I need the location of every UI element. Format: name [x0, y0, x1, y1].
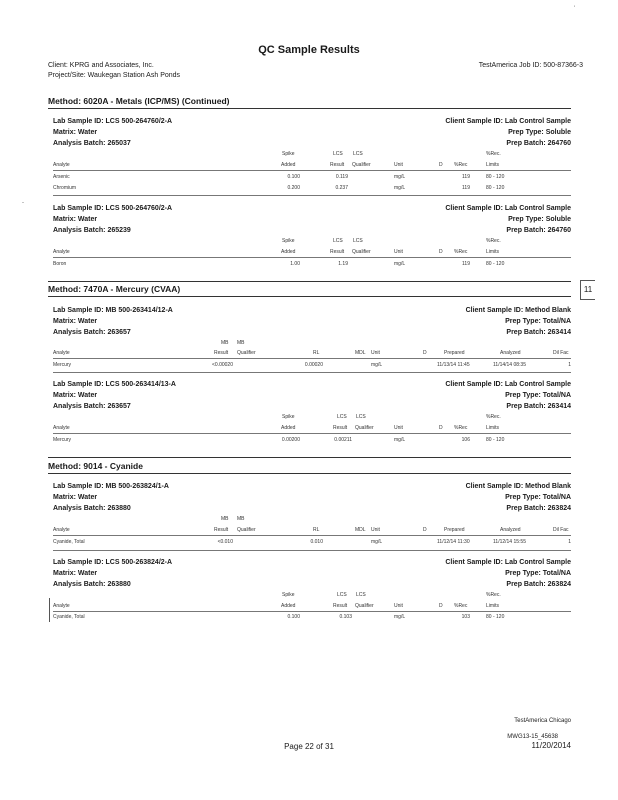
col-prepared: Prepared: [444, 527, 465, 533]
col-lcs-qual: LCS: [353, 151, 363, 157]
unit: mg/L: [394, 174, 406, 180]
col-lcs-qual: LCS: [353, 238, 363, 244]
col-spike: Spike: [282, 238, 295, 244]
col-spike: Spike: [282, 592, 295, 598]
col-mb-qual: MB: [237, 516, 245, 522]
analysis-batch: Analysis Batch: 263657: [53, 329, 131, 336]
prep-batch: Prep Batch: 264760: [506, 140, 571, 147]
col-analyte: Analyte: [53, 162, 70, 168]
report-date: 11/20/2014: [531, 741, 571, 750]
matrix: Matrix: Water: [53, 129, 98, 136]
col-analyzed: Analyzed: [500, 350, 521, 356]
col-d: D: [439, 425, 443, 431]
lab-sample-id: Lab Sample ID: MB 500-263824/1-A: [53, 483, 169, 490]
rec-limits: 80 - 120: [486, 174, 505, 180]
analyte-name: Chromium: [53, 185, 77, 191]
col-lcs: LCS: [333, 238, 343, 244]
col-analyte: Analyte: [53, 350, 70, 356]
analysis-batch: Analysis Batch: 265239: [53, 227, 131, 234]
section-divider: [48, 296, 571, 297]
col-qualifier: Qualifier: [355, 603, 374, 609]
col-analyte: Analyte: [53, 425, 70, 431]
col-lcs: LCS: [333, 151, 343, 157]
unit: mg/L: [394, 261, 406, 267]
col-d: D: [439, 603, 443, 609]
col-unit: Unit: [394, 249, 403, 255]
job-id: TestAmerica Job ID: 500-87366-3: [478, 62, 583, 69]
prep-type: Prep Type: Soluble: [508, 129, 571, 136]
lab-sample-id: Lab Sample ID: LCS 500-263414/13-A: [53, 381, 176, 388]
spike-added: 0.200: [287, 185, 300, 191]
rec-value: 119: [462, 185, 470, 191]
analyzed-date: 11/14/14 08:35: [493, 362, 526, 368]
analysis-batch: Analysis Batch: 263880: [53, 581, 131, 588]
col-dil-fac: Dil Fac: [553, 527, 569, 533]
client-sample-id: Client Sample ID: Lab Control Sample: [445, 381, 571, 388]
lab-sample-id: Lab Sample ID: LCS 500-264760/2-A: [53, 118, 173, 125]
col-rec: %Rec: [454, 425, 468, 431]
analyte-name: Arsenic: [53, 174, 70, 180]
col-limits: Limits: [486, 603, 500, 609]
lab-sample-id: Lab Sample ID: LCS 500-264760/2-A: [53, 205, 173, 212]
col-result: Result: [330, 162, 345, 168]
spike-added: 1.00: [290, 261, 300, 267]
col-rec: %Rec: [454, 603, 468, 609]
col-d: D: [423, 350, 427, 356]
col-dil-fac: Dil Fac: [553, 350, 569, 356]
section-divider: [48, 281, 571, 282]
analyte-name: Mercury: [53, 437, 72, 443]
col-rec-limits: %Rec.: [486, 151, 501, 157]
block-divider: [53, 372, 571, 373]
header-rule: [53, 170, 571, 171]
col-mdl: MDL: [355, 350, 366, 356]
col-qualifier: Qualifier: [352, 249, 371, 255]
rec-value: 103: [461, 614, 470, 620]
analyte-name: Boron: [53, 261, 67, 267]
col-rec-limits: %Rec.: [486, 414, 501, 420]
mb-result: <0.010: [217, 539, 233, 545]
analysis-batch: Analysis Batch: 265037: [53, 140, 131, 147]
col-limits: Limits: [486, 425, 500, 431]
col-unit: Unit: [371, 527, 380, 533]
col-mdl: MDL: [355, 527, 366, 533]
block-divider: [53, 550, 571, 551]
col-analyte: Analyte: [53, 249, 70, 255]
col-qualifier: Qualifier: [352, 162, 371, 168]
method-heading-9014: Method: 9014 - Cyanide: [48, 461, 143, 471]
col-result: Result: [330, 249, 345, 255]
mb-result: <0.00020: [212, 362, 233, 368]
block-divider: [53, 195, 571, 196]
unit: mg/L: [394, 437, 406, 443]
lcs-result: 1.19: [338, 261, 348, 267]
matrix: Matrix: Water: [53, 216, 98, 223]
client-sample-id: Client Sample ID: Method Blank: [465, 483, 571, 490]
col-qualifier: Qualifier: [237, 350, 256, 356]
rec-value: 119: [462, 261, 470, 267]
page-title: QC Sample Results: [258, 44, 360, 56]
col-limits: Limits: [486, 249, 500, 255]
col-lcs: LCS: [337, 592, 347, 598]
col-unit: Unit: [371, 350, 380, 356]
rec-limits: 80 - 120: [486, 614, 505, 620]
prep-type: Prep Type: Total/NA: [505, 392, 571, 399]
col-analyte: Analyte: [53, 603, 70, 609]
col-rec: %Rec: [454, 162, 468, 168]
client-sample-id: Client Sample ID: Lab Control Sample: [445, 205, 571, 212]
col-spike: Spike: [282, 151, 295, 157]
col-added: Added: [281, 425, 296, 431]
col-lcs: LCS: [337, 414, 347, 420]
prep-batch: Prep Batch: 263414: [506, 403, 571, 410]
lab-sample-id: Lab Sample ID: MB 500-263414/12-A: [53, 307, 173, 314]
col-added: Added: [281, 162, 296, 168]
col-rec: %Rec: [454, 249, 468, 255]
col-d: D: [439, 249, 443, 255]
analyte-name: Cyanide, Total: [53, 614, 85, 620]
prep-batch: Prep Batch: 263414: [506, 329, 571, 336]
lcs-result: 0.119: [335, 174, 348, 180]
page-number: Page 22 of 31: [284, 742, 334, 751]
scan-mark: ': [574, 6, 576, 12]
spike-added: 0.100: [287, 614, 300, 620]
section-divider: [48, 108, 571, 109]
prep-batch: Prep Batch: 263824: [506, 505, 571, 512]
prep-type: Prep Type: Soluble: [508, 216, 571, 223]
col-unit: Unit: [394, 425, 403, 431]
col-rl: RL: [313, 527, 320, 533]
client-sample-id: Client Sample ID: Lab Control Sample: [445, 118, 571, 125]
margin-bracket: [49, 598, 50, 622]
col-qualifier: Qualifier: [355, 425, 374, 431]
spike-added: 0.100: [287, 174, 300, 180]
col-rec-limits: %Rec.: [486, 238, 501, 244]
col-result: Result: [214, 527, 229, 533]
lcs-result: 0.103: [339, 614, 352, 620]
prep-type: Prep Type: Total/NA: [505, 570, 571, 577]
section-divider: [48, 457, 571, 458]
col-mb-qual: MB: [237, 340, 245, 346]
matrix: Matrix: Water: [53, 318, 98, 325]
unit: mg/L: [371, 362, 383, 368]
lcs-result: 0.237: [335, 185, 348, 191]
lab-sample-id: Lab Sample ID: LCS 500-263824/2-A: [53, 559, 173, 566]
prepared-date: 11/12/14 11:30: [437, 539, 470, 545]
col-rec-limits: %Rec.: [486, 592, 501, 598]
client-name: Client: KPRG and Associates, Inc.: [48, 62, 154, 69]
header-rule: [53, 358, 571, 359]
client-sample-id: Client Sample ID: Lab Control Sample: [445, 559, 571, 566]
matrix: Matrix: Water: [53, 392, 98, 399]
rl-value: 0.00020: [304, 362, 323, 368]
section-divider: [48, 473, 571, 474]
matrix: Matrix: Water: [53, 494, 98, 501]
dil-fac: 1: [568, 539, 571, 545]
unit: mg/L: [394, 185, 406, 191]
rec-limits: 80 - 120: [486, 261, 505, 267]
col-spike: Spike: [282, 414, 295, 420]
prep-type: Prep Type: Total/NA: [505, 318, 571, 325]
unit: mg/L: [394, 614, 406, 620]
col-added: Added: [281, 603, 296, 609]
side-tab: 11: [580, 280, 595, 300]
rl-value: 0.010: [310, 539, 323, 545]
col-added: Added: [281, 249, 296, 255]
rec-limits: 80 - 120: [486, 437, 505, 443]
analysis-batch: Analysis Batch: 263880: [53, 505, 131, 512]
rec-value: 119: [462, 174, 470, 180]
col-analyzed: Analyzed: [500, 527, 521, 533]
col-result: Result: [214, 350, 229, 356]
matrix: Matrix: Water: [53, 570, 98, 577]
dil-fac: 1: [568, 362, 571, 368]
company-name: TestAmerica Chicago: [514, 718, 571, 724]
col-lcs-qual: LCS: [356, 592, 366, 598]
col-unit: Unit: [394, 603, 403, 609]
header-rule: [53, 535, 571, 536]
header-rule: [53, 611, 571, 612]
analyzed-date: 11/12/14 15:55: [493, 539, 526, 545]
col-lcs-qual: LCS: [356, 414, 366, 420]
col-analyte: Analyte: [53, 527, 70, 533]
project-site: Project/Site: Waukegan Station Ash Ponds: [48, 72, 181, 79]
prep-batch: Prep Batch: 264760: [506, 227, 571, 234]
prepared-date: 11/13/14 11:45: [437, 362, 470, 368]
col-limits: Limits: [486, 162, 500, 168]
rec-limits: 80 - 120: [486, 185, 505, 191]
col-qualifier: Qualifier: [237, 527, 256, 533]
lcs-result: 0.00211: [334, 437, 352, 443]
doc-id: MWG13-15_45638: [507, 734, 558, 740]
rec-value: 106: [461, 437, 470, 443]
analyte-name: Mercury: [53, 362, 72, 368]
prep-batch: Prep Batch: 263824: [506, 581, 571, 588]
col-mb: MB: [221, 516, 229, 522]
col-mb: MB: [221, 340, 229, 346]
col-unit: Unit: [394, 162, 403, 168]
col-d: D: [439, 162, 443, 168]
analyte-name: Cyanide, Total: [53, 539, 85, 545]
prep-type: Prep Type: Total/NA: [505, 494, 571, 501]
scan-mark: -: [22, 200, 24, 206]
method-heading-6020a: Method: 6020A - Metals (ICP/MS) (Continued): [48, 96, 230, 106]
header-rule: [53, 433, 571, 434]
unit: mg/L: [371, 539, 383, 545]
col-prepared: Prepared: [444, 350, 465, 356]
spike-added: 0.00200: [281, 437, 300, 443]
analysis-batch: Analysis Batch: 263657: [53, 403, 131, 410]
header-rule: [53, 257, 571, 258]
method-heading-7470a: Method: 7470A - Mercury (CVAA): [48, 284, 181, 294]
col-d: D: [423, 527, 427, 533]
col-rl: RL: [313, 350, 320, 356]
col-result: Result: [333, 603, 348, 609]
client-sample-id: Client Sample ID: Method Blank: [465, 307, 571, 314]
col-result: Result: [333, 425, 348, 431]
